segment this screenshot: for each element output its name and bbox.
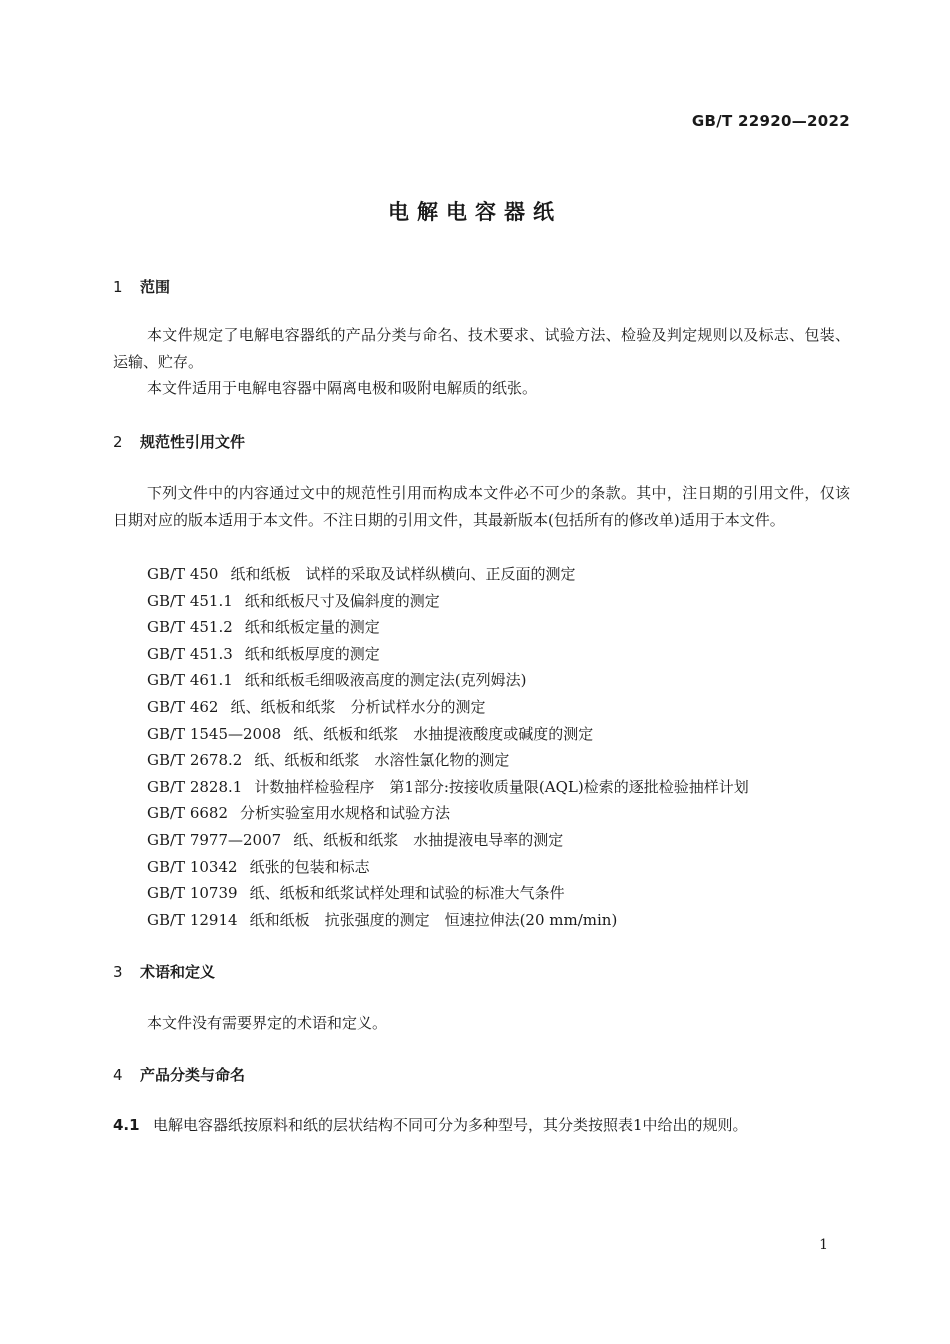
reference-item <box>147 561 749 588</box>
reference-item <box>147 641 749 668</box>
section-3-body <box>113 1010 850 1037</box>
reference-item <box>147 721 749 748</box>
clause-number: 4.1 <box>113 1116 140 1134</box>
reference-title: 纸张的包装和标志 <box>249 857 370 876</box>
paragraph: 本文件规定了电解电容器纸的产品分类与命名、技术要求、试验方法、检验及判定规则以及标志、包装、运输、贮存。 <box>113 326 850 371</box>
reference-title: 分析实验室用水规格和试验方法 <box>240 804 451 823</box>
reference-item <box>147 880 749 907</box>
section-title: 规范性引用文件 <box>140 433 246 451</box>
reference-item <box>147 588 749 615</box>
section-number: 2 <box>113 433 123 451</box>
clause-text: 电解电容器纸按原料和纸的层状结构不同可分为多种型号，其分类按照表1中给出的规则。 <box>153 1116 748 1134</box>
clause-4-1 <box>113 1114 748 1135</box>
reference-title: 纸、纸板和纸浆试样处理和试验的标准大气条件 <box>249 884 565 903</box>
standard-code: GB/T 22920—2022 <box>691 112 850 130</box>
section-2-intro <box>113 480 850 533</box>
reference-title: 纸和纸板 抗张强度的测定 恒速拉伸法(20 mm/min) <box>249 910 618 929</box>
reference-code: GB/T 12914 <box>147 910 238 929</box>
reference-item <box>147 614 749 641</box>
reference-title: 纸、纸板和纸浆 水抽提液电导率的测定 <box>293 830 564 849</box>
reference-item <box>147 667 749 694</box>
paragraph: 下列文件中的内容通过文中的规范性引用而构成本文件必不可少的条款。其中，注日期的引用文件，仅该日期对应的版本适用于本文件。不注日期的引用文件，其最新版本(包括所有的修改单)适用于本文件。 <box>113 484 850 529</box>
section-4-heading <box>113 1064 245 1085</box>
reference-title: 纸、纸板和纸浆 水溶性氯化物的测定 <box>254 751 510 770</box>
section-3-heading <box>113 961 215 982</box>
reference-item <box>147 694 749 721</box>
paragraph: 本文件没有需要界定的术语和定义。 <box>147 1014 388 1032</box>
reference-item <box>147 907 749 934</box>
reference-code: GB/T 10739 <box>147 884 238 903</box>
reference-code: GB/T 2678.2 <box>147 751 243 770</box>
reference-code: GB/T 10342 <box>147 857 238 876</box>
document-title: 电解电容器纸 <box>388 200 562 224</box>
page-number: 1 <box>819 1237 828 1253</box>
reference-item <box>147 827 749 854</box>
section-number: 3 <box>113 963 123 981</box>
reference-title: 纸、纸板和纸浆 水抽提液酸度或碱度的测定 <box>293 724 594 743</box>
reference-item <box>147 800 749 827</box>
reference-code: GB/T 2828.1 <box>147 777 243 796</box>
reference-code: GB/T 7977—2007 <box>147 830 282 849</box>
section-number: 4 <box>113 1066 123 1084</box>
reference-code: GB/T 451.3 <box>147 644 233 663</box>
paragraph: 本文件适用于电解电容器中隔离电极和吸附电解质的纸张。 <box>147 379 538 397</box>
section-title: 术语和定义 <box>140 963 216 981</box>
reference-list <box>147 561 749 933</box>
reference-title: 纸和纸板毛细吸液高度的测定法(克列姆法) <box>244 671 527 690</box>
reference-title: 纸和纸板 试样的采取及试样纵横向、正反面的测定 <box>230 565 576 583</box>
reference-code: GB/T 6682 <box>147 804 229 823</box>
reference-title: 纸和纸板尺寸及偏斜度的测定 <box>244 591 440 610</box>
section-2-heading <box>113 431 245 452</box>
reference-code: GB/T 451.2 <box>147 618 233 637</box>
section-number: 1 <box>113 278 123 296</box>
reference-item <box>147 774 749 801</box>
reference-code: GB/T 1545—2008 <box>147 724 282 743</box>
section-title: 产品分类与命名 <box>140 1066 246 1084</box>
section-1-heading <box>113 276 170 297</box>
section-1-body <box>113 322 850 402</box>
reference-code: GB/T 450 <box>147 565 219 583</box>
section-title: 范围 <box>140 278 171 296</box>
reference-title: 纸和纸板定量的测定 <box>244 618 380 637</box>
reference-item <box>147 854 749 881</box>
reference-code: GB/T 451.1 <box>147 591 233 610</box>
reference-code: GB/T 461.1 <box>147 671 233 690</box>
reference-title: 纸和纸板厚度的测定 <box>244 644 380 663</box>
reference-item <box>147 747 749 774</box>
reference-title: 纸、纸板和纸浆 分析试样水分的测定 <box>230 697 486 716</box>
reference-code: GB/T 462 <box>147 697 219 716</box>
reference-title: 计数抽样检验程序 第1部分:按接收质量限(AQL)检索的逐批检验抽样计划 <box>254 777 749 796</box>
